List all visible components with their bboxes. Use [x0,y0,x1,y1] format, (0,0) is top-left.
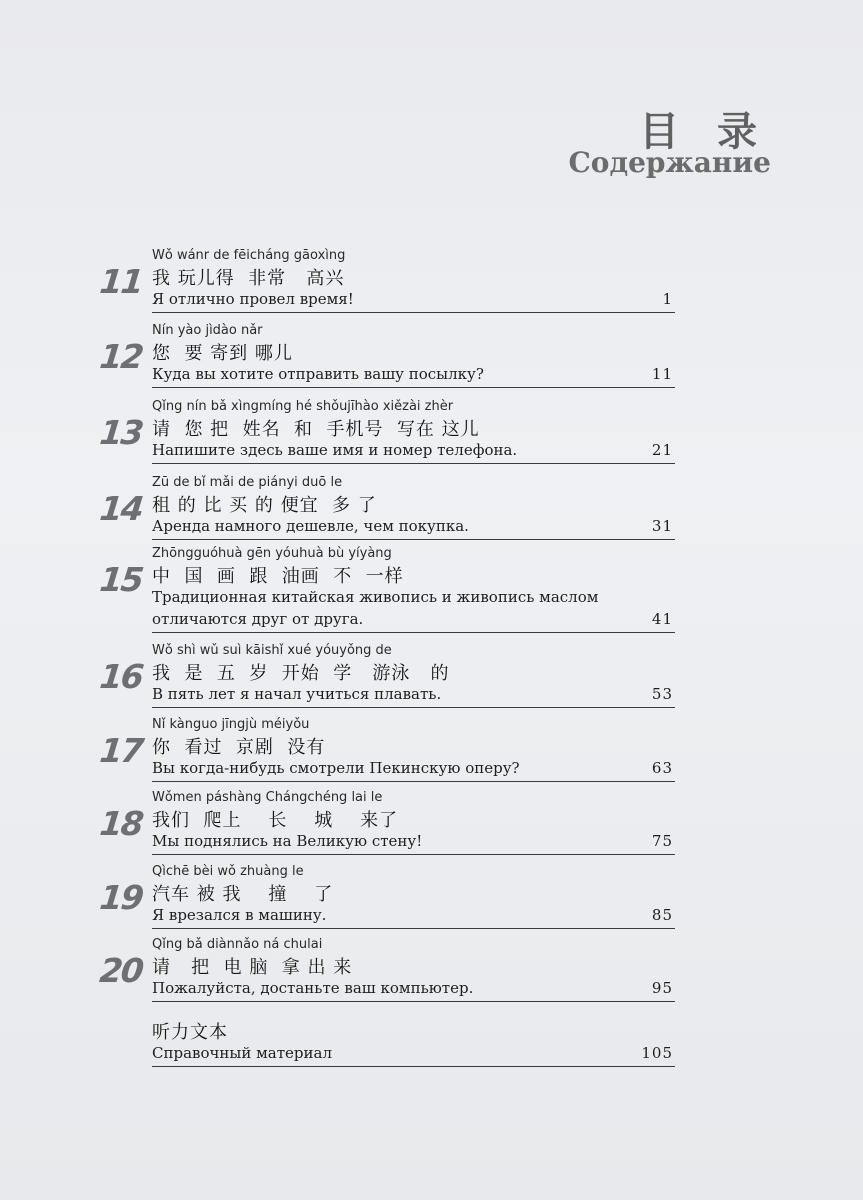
toc-entry[interactable] [97,864,675,926]
lesson-title-chinese: 我们 爬上 长 城 来了 [152,810,399,831]
entry-underline [152,928,675,929]
entry-underline [152,387,675,388]
toc-entry[interactable] [100,1018,675,1080]
lesson-title-russian: отличаются друг от друга. [152,610,364,628]
lesson-number: 19 [97,878,144,917]
lesson-title-chinese: 你 看过 京剧 没有 [152,737,326,758]
lesson-title-chinese: 中 国 画 跟 油画 不 一样 [152,566,404,587]
lesson-title-chinese: 听力文本 [152,1022,228,1043]
entry-underline [152,539,675,540]
page-number: 85 [651,906,673,924]
page-number: 75 [651,832,673,850]
lesson-title-russian: В пять лет я начал учиться плавать. [152,685,442,703]
page-number: 1 [662,290,673,308]
toc-entry[interactable] [97,717,675,779]
lesson-pinyin: Zū de bǐ mǎi de piányi duō le [152,475,343,490]
lesson-title-russian: Куда вы хотите отправить вашу посылку? [152,365,484,383]
page-number: 41 [651,610,673,628]
lesson-title-russian: Вы когда-нибудь смотрели Пекинскую оперу? [152,759,520,777]
lesson-title-russian: Справочный материал [152,1044,332,1062]
lesson-title-chinese: 汽车 被 我 撞 了 [152,884,334,905]
entry-underline [152,632,675,633]
page-title-russian: Содержание [568,146,771,179]
lesson-title-russian: Напишите здесь ваше имя и номер телефона. [152,441,518,459]
lesson-title-chinese: 我 玩儿得 非常 高兴 [152,268,345,289]
page-number: 105 [641,1044,673,1062]
toc-entry[interactable] [97,475,675,537]
toc-entry[interactable] [97,790,675,852]
lesson-number: 18 [97,804,144,843]
lesson-pinyin: Qìchē bèi wǒ zhuàng le [152,864,304,879]
entry-underline [152,854,675,855]
page-number: 63 [651,759,673,777]
page-number: 53 [651,685,673,703]
lesson-pinyin: Qǐng nín bǎ xìngmíng hé shǒujīhào xiězài zhèr [152,399,454,414]
lesson-pinyin: Qǐng bǎ diànnǎo ná chulai [152,937,323,952]
entry-underline [152,1066,675,1067]
lesson-number: 13 [97,413,144,452]
toc-entry[interactable] [97,937,675,999]
entry-underline [152,707,675,708]
entry-underline [152,312,675,313]
lesson-title-chinese: 请 您 把 姓名 和 手机号 写在 这儿 [152,419,480,440]
lesson-number: 11 [97,262,144,301]
lesson-title-russian: Аренда намного дешевле, чем покупка. [152,517,469,535]
lesson-number: 16 [97,657,144,696]
page-number: 31 [651,517,673,535]
lesson-title-russian: Традиционная китайская живопись и живопись маслом [152,588,599,606]
lesson-title-chinese: 租 的 比 买 的 便宜 多 了 [152,495,377,516]
lesson-pinyin: Zhōngguóhuà gēn yóuhuà bù yíyàng [152,546,392,561]
lesson-number: 17 [97,731,144,770]
entry-underline [152,1001,675,1002]
lesson-number: 15 [97,560,144,599]
page-number: 11 [651,365,673,383]
entry-underline [152,781,675,782]
toc-entry[interactable] [97,643,675,705]
lesson-number: 20 [97,951,144,990]
lesson-title-russian: Пожалуйста, достаньте ваш компьютер. [152,979,474,997]
lesson-pinyin: Nǐ kànguo jīngjù méiyǒu [152,717,310,732]
page-number: 95 [651,979,673,997]
entry-underline [152,463,675,464]
lesson-title-russian: Мы поднялись на Великую стену! [152,832,423,850]
toc-entry[interactable] [97,546,675,630]
toc-entry[interactable] [97,399,675,461]
lesson-title-chinese: 您 要 寄到 哪儿 [152,343,293,364]
lesson-number: 14 [97,489,144,528]
lesson-number: 12 [97,337,144,376]
toc-entry[interactable] [97,323,675,385]
page-title-chinese: 目 录 [639,109,769,155]
lesson-pinyin: Wǒmen páshàng Chángchéng lai le [152,790,383,805]
lesson-title-chinese: 请 把 电 脑 拿 出 来 [152,957,353,978]
page-number: 21 [651,441,673,459]
lesson-title-russian: Я отлично провел время! [152,290,354,308]
lesson-pinyin: Nín yào jìdào nǎr [152,323,263,338]
lesson-title-russian: Я врезался в машину. [152,906,327,924]
lesson-pinyin: Wǒ shì wǔ suì kāishǐ xué yóuyǒng de [152,643,392,658]
lesson-pinyin: Wǒ wánr de fēicháng gāoxìng [152,248,346,263]
lesson-title-chinese: 我 是 五 岁 开始 学 游泳 的 [152,663,450,684]
toc-entry[interactable] [97,248,675,310]
